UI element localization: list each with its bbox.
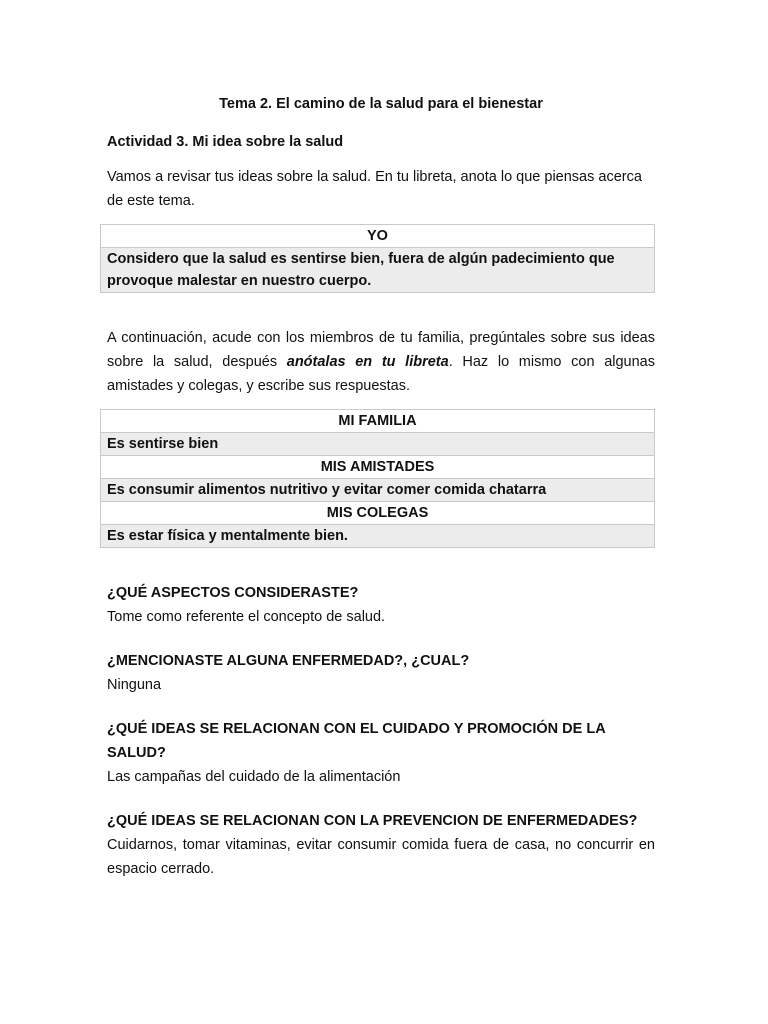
question-answer: Tome como referente el concepto de salud.: [107, 609, 386, 625]
table-row: [101, 456, 655, 479]
yo-table-body: Considero que la salud es sentirse bien, fuera de algún padecimiento que provoque malestar en nuestro cuerpo.: [101, 248, 655, 293]
table-row: [101, 410, 655, 433]
question-heading: ¿QUÉ IDEAS SE RELACIONAN CON LA PREVENCION DE ENFERMEDADES?: [107, 813, 638, 829]
question-block-1: [107, 581, 655, 629]
table-row: [101, 433, 655, 456]
activity-heading: Actividad 3. Mi idea sobre la salud: [107, 134, 344, 150]
question-block-3: [107, 717, 655, 789]
question-block-2: [107, 649, 655, 697]
friends-response: Es consumir alimentos nutritivo y evitar comer comida chatarra: [101, 479, 655, 502]
question-block-4: [107, 809, 655, 881]
colleagues-response: Es estar física y mentalmente bien.: [101, 525, 655, 548]
document-title: Tema 2. El camino de la salud para el bienestar: [219, 96, 543, 112]
yo-table-header: YO: [101, 225, 655, 248]
friends-header: MIS AMISTADES: [101, 456, 655, 479]
continuation-text-after: . Haz lo mismo con algunas amistades y colegas, y escribe sus respuestas.: [107, 354, 655, 394]
family-header: MI FAMILIA: [101, 410, 655, 433]
question-heading: ¿MENCIONASTE ALGUNA ENFERMEDAD?, ¿CUAL?: [107, 653, 470, 669]
intro-paragraph: Vamos a revisar tus ideas sobre la salud. En tu libreta, anota lo que piensas acerca de este tema.: [107, 169, 642, 209]
continuation-paragraph: [107, 326, 655, 398]
question-answer: Las campañas del cuidado de la alimentación: [107, 769, 401, 785]
table-row: [101, 525, 655, 548]
colleagues-header: MIS COLEGAS: [101, 502, 655, 525]
yo-table: [100, 224, 655, 293]
question-heading: ¿QUÉ ASPECTOS CONSIDERASTE?: [107, 585, 359, 601]
table-row: [101, 479, 655, 502]
continuation-text-before: A continuación, acude con los miembros de tu familia, pregúntales sobre sus ideas sobre la salud, después: [107, 330, 655, 370]
family-response: Es sentirse bien: [101, 433, 655, 456]
responses-table: [100, 409, 655, 548]
table-row: [101, 502, 655, 525]
continuation-emphasis: anótalas en tu libreta: [286, 354, 449, 370]
document-page: [107, 92, 655, 881]
table-row: [101, 225, 655, 248]
table-row: [101, 248, 655, 293]
question-heading: ¿QUÉ IDEAS SE RELACIONAN CON EL CUIDADO Y PROMOCIÓN DE LA SALUD?: [107, 721, 606, 761]
question-answer: Cuidarnos, tomar vitaminas, evitar consumir comida fuera de casa, no concurrir en espacio cerrado.: [107, 837, 655, 877]
question-answer: Ninguna: [107, 677, 162, 693]
